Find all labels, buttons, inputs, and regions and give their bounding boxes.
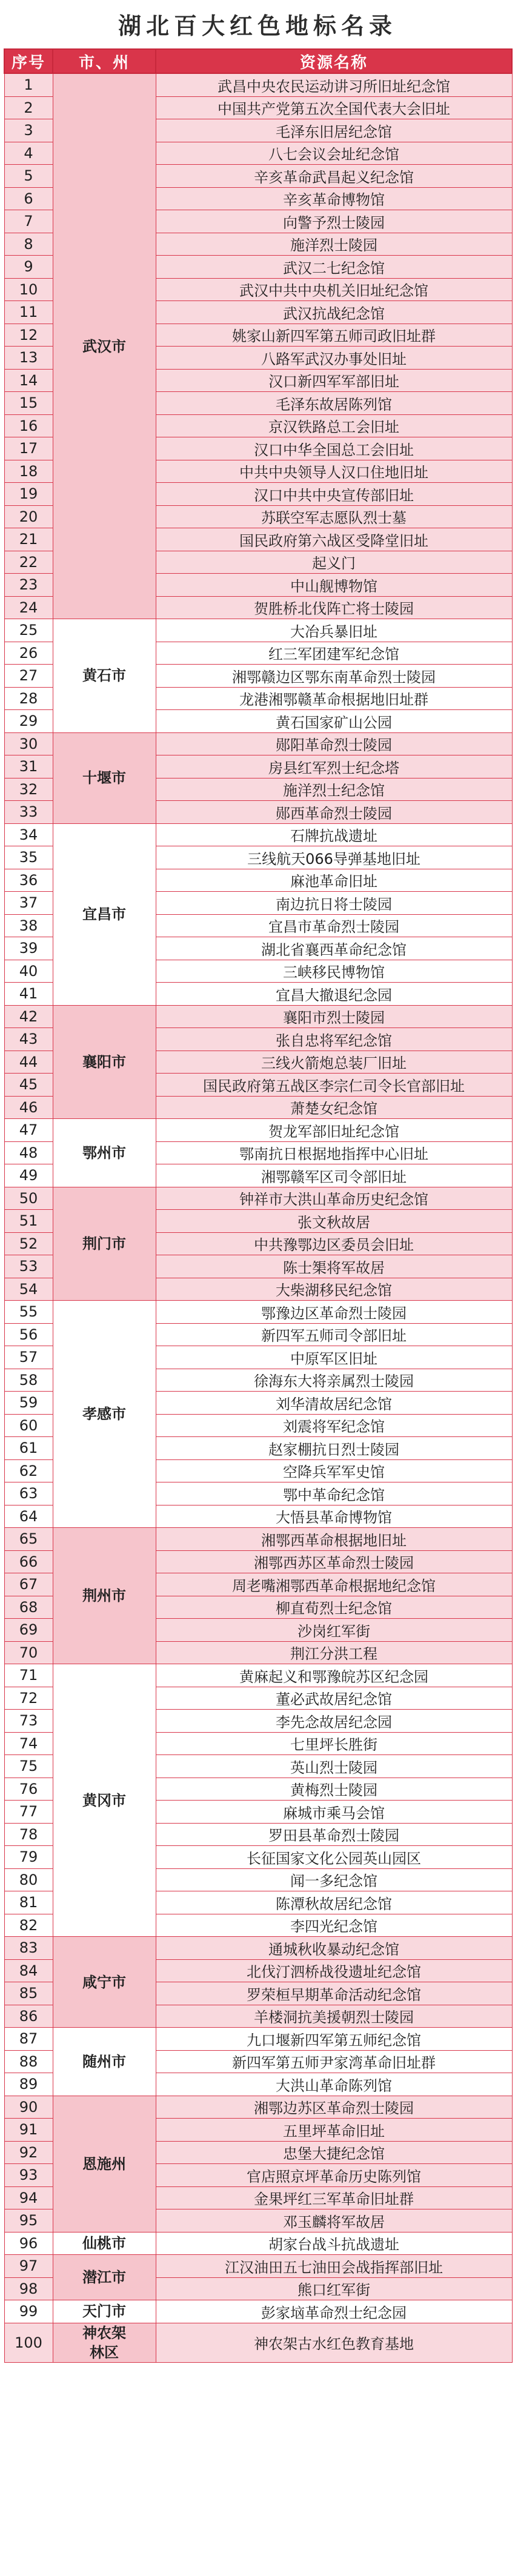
resource-name: 英山烈士陵园 <box>156 1755 512 1778</box>
resource-name: 施洋烈士陵园 <box>156 233 512 256</box>
table-header-row <box>4 49 512 73</box>
resource-name: 辛亥革命博物馆 <box>156 187 512 210</box>
table-row <box>4 1301 512 1324</box>
resource-name: 三线火箭炮总装厂旧址 <box>156 1051 512 1074</box>
resource-name: 张自忠将军纪念馆 <box>156 1028 512 1051</box>
resource-name: 郧阳革命烈士陵园 <box>156 732 512 755</box>
resource-name: 钟祥市大洪山革命历史纪念馆 <box>156 1187 512 1210</box>
resource-name: 五里坪革命旧址 <box>156 2119 512 2142</box>
resource-name: 汉口中共中央宣传部旧址 <box>156 483 512 506</box>
resource-name: 国民政府第六战区受降堂旧址 <box>156 528 512 551</box>
row-number: 42 <box>4 1005 53 1028</box>
resource-name: 南边抗日将士陵园 <box>156 892 512 915</box>
table-row <box>4 2096 512 2119</box>
resource-name: 三峡移民博物馆 <box>156 960 512 983</box>
row-number: 68 <box>4 1596 53 1619</box>
resource-name: 大洪山革命陈列馆 <box>156 2073 512 2096</box>
resource-name: 中国共产党第五次全国代表大会旧址 <box>156 96 512 119</box>
row-number: 47 <box>4 1119 53 1142</box>
table-row <box>4 2323 512 2362</box>
resource-name: 徐海东大将亲属烈士陵园 <box>156 1369 512 1392</box>
row-number: 97 <box>4 2255 53 2278</box>
header-number: 序号 <box>4 49 53 73</box>
row-number: 10 <box>4 278 53 301</box>
row-number: 11 <box>4 301 53 324</box>
city-label-line: 林区 <box>90 2343 119 2361</box>
row-number: 45 <box>4 1074 53 1097</box>
row-number: 7 <box>4 210 53 233</box>
resource-name: 神农架古水红色教育基地 <box>156 2323 512 2362</box>
row-number: 8 <box>4 233 53 256</box>
row-number: 40 <box>4 960 53 983</box>
row-number: 41 <box>4 983 53 1006</box>
row-number: 83 <box>4 1937 53 1960</box>
city-cell: 黄冈市 <box>53 1664 156 1937</box>
resource-name: 大冶兵暴旧址 <box>156 619 512 642</box>
row-number: 67 <box>4 1573 53 1596</box>
table-row <box>4 2232 512 2255</box>
row-number: 46 <box>4 1096 53 1119</box>
city-cell: 咸宁市 <box>53 1937 156 2028</box>
resource-name: 长征国家文化公园英山园区 <box>156 1846 512 1869</box>
table-row <box>4 1664 512 1687</box>
row-number: 27 <box>4 665 53 688</box>
resource-name: 八七会议会址纪念馆 <box>156 142 512 165</box>
table-row <box>4 73 512 96</box>
resource-name: 李先念故居纪念园 <box>156 1710 512 1733</box>
table-row <box>4 732 512 755</box>
row-number: 86 <box>4 2005 53 2028</box>
resource-name: 苏联空军志愿队烈士墓 <box>156 505 512 528</box>
landmark-table <box>4 48 513 2363</box>
resource-name: 房县红军烈士纪念塔 <box>156 755 512 778</box>
resource-name: 麻城市乘马会馆 <box>156 1801 512 1824</box>
resource-name: 中原军区旧址 <box>156 1346 512 1369</box>
row-number: 81 <box>4 1891 53 1914</box>
resource-name: 武汉二七纪念馆 <box>156 256 512 279</box>
resource-name: 彭家垴革命烈士纪念园 <box>156 2300 512 2323</box>
row-number: 63 <box>4 1482 53 1505</box>
row-number: 1 <box>4 73 53 96</box>
resource-name: 红三军团建军纪念馆 <box>156 642 512 665</box>
resource-name: 陈士榘将军故居 <box>156 1255 512 1278</box>
row-number: 26 <box>4 642 53 665</box>
resource-name: 湘鄂西革命根据地旧址 <box>156 1528 512 1551</box>
resource-name: 湘鄂西苏区革命烈士陵园 <box>156 1550 512 1573</box>
resource-name: 姚家山新四军第五师司政旧址群 <box>156 324 512 347</box>
resource-name: 襄阳市烈士陵园 <box>156 1005 512 1028</box>
resource-name: 黄梅烈士陵园 <box>156 1778 512 1801</box>
resource-name: 龙港湘鄂赣革命根据地旧址群 <box>156 687 512 710</box>
resource-name: 贺龙军部旧址纪念馆 <box>156 1119 512 1142</box>
row-number: 58 <box>4 1369 53 1392</box>
resource-name: 鄂南抗日根据地指挥中心旧址 <box>156 1141 512 1164</box>
row-number: 13 <box>4 347 53 370</box>
resource-name: 三线航天066导弹基地旧址 <box>156 846 512 869</box>
row-number: 84 <box>4 1959 53 1982</box>
resource-name: 空降兵军军史馆 <box>156 1459 512 1482</box>
row-number: 9 <box>4 256 53 279</box>
resource-name: 熊口红军街 <box>156 2277 512 2300</box>
row-number: 39 <box>4 937 53 960</box>
row-number: 21 <box>4 528 53 551</box>
city-cell: 荆州市 <box>53 1528 156 1664</box>
resource-name: 武昌中央农民运动讲习所旧址纪念馆 <box>156 73 512 96</box>
row-number: 64 <box>4 1505 53 1528</box>
resource-name: 汉口新四军军部旧址 <box>156 369 512 392</box>
row-number: 32 <box>4 778 53 801</box>
row-number: 89 <box>4 2073 53 2096</box>
row-number: 59 <box>4 1392 53 1415</box>
resource-name: 赵家棚抗日烈士陵园 <box>156 1437 512 1460</box>
row-number: 66 <box>4 1550 53 1573</box>
resource-name: 黄麻起义和鄂豫皖苏区纪念园 <box>156 1664 512 1687</box>
resource-name: 辛亥革命武昌起义纪念馆 <box>156 165 512 188</box>
resource-name: 汉口中华全国总工会旧址 <box>156 437 512 460</box>
resource-name: 官店照京坪革命历史陈列馆 <box>156 2164 512 2187</box>
resource-name: 鄂豫边区革命烈士陵园 <box>156 1301 512 1324</box>
row-number: 54 <box>4 1278 53 1301</box>
row-number: 23 <box>4 574 53 597</box>
city-cell: 宜昌市 <box>53 823 156 1005</box>
resource-name: 湘鄂边苏区革命烈士陵园 <box>156 2096 512 2119</box>
row-number: 33 <box>4 801 53 824</box>
resource-name: 江汉油田五七油田会战指挥部旧址 <box>156 2255 512 2278</box>
row-number: 53 <box>4 1255 53 1278</box>
resource-name: 大悟县革命博物馆 <box>156 1505 512 1528</box>
row-number: 87 <box>4 2028 53 2051</box>
row-number: 100 <box>4 2323 53 2362</box>
city-cell: 黄石市 <box>53 619 156 733</box>
row-number: 19 <box>4 483 53 506</box>
row-number: 49 <box>4 1164 53 1187</box>
row-number: 90 <box>4 2096 53 2119</box>
city-cell: 武汉市 <box>53 73 156 619</box>
row-number: 37 <box>4 892 53 915</box>
resource-name: 刘震将军纪念馆 <box>156 1414 512 1437</box>
row-number: 14 <box>4 369 53 392</box>
row-number: 85 <box>4 1982 53 2005</box>
resource-name: 中共豫鄂边区委员会旧址 <box>156 1232 512 1255</box>
resource-name: 起义门 <box>156 551 512 574</box>
header-city: 市、州 <box>53 49 156 73</box>
row-number: 17 <box>4 437 53 460</box>
row-number: 20 <box>4 505 53 528</box>
city-cell <box>53 2323 156 2362</box>
row-number: 36 <box>4 869 53 892</box>
row-number: 18 <box>4 460 53 483</box>
resource-name: 新四军五师司令部旧址 <box>156 1323 512 1346</box>
row-number: 88 <box>4 2050 53 2073</box>
resource-name: 中山舰博物馆 <box>156 574 512 597</box>
row-number: 69 <box>4 1619 53 1642</box>
resource-name: 石牌抗战遗址 <box>156 823 512 846</box>
table-row <box>4 2028 512 2051</box>
row-number: 60 <box>4 1414 53 1437</box>
row-number: 57 <box>4 1346 53 1369</box>
resource-name: 国民政府第五战区李宗仁司令长官部旧址 <box>156 1074 512 1097</box>
row-number: 72 <box>4 1687 53 1710</box>
resource-name: 麻池革命旧址 <box>156 869 512 892</box>
row-number: 74 <box>4 1732 53 1755</box>
city-cell: 鄂州市 <box>53 1119 156 1187</box>
resource-name: 毛泽东旧居纪念馆 <box>156 119 512 142</box>
row-number: 30 <box>4 732 53 755</box>
row-number: 3 <box>4 119 53 142</box>
resource-name: 萧楚女纪念馆 <box>156 1096 512 1119</box>
row-number: 15 <box>4 392 53 415</box>
resource-name: 邓玉麟将军故居 <box>156 2209 512 2232</box>
row-number: 96 <box>4 2232 53 2255</box>
resource-name: 八路军武汉办事处旧址 <box>156 347 512 370</box>
resource-name: 周老嘴湘鄂西革命根据地纪念馆 <box>156 1573 512 1596</box>
row-number: 25 <box>4 619 53 642</box>
row-number: 62 <box>4 1459 53 1482</box>
row-number: 16 <box>4 414 53 437</box>
resource-name: 胡家台战斗抗战遗址 <box>156 2232 512 2255</box>
table-body <box>4 73 512 2362</box>
resource-name: 宜昌市革命烈士陵园 <box>156 914 512 937</box>
row-number: 5 <box>4 165 53 188</box>
table-row <box>4 1937 512 1960</box>
row-number: 12 <box>4 324 53 347</box>
row-number: 99 <box>4 2300 53 2323</box>
table-row <box>4 1005 512 1028</box>
row-number: 38 <box>4 914 53 937</box>
row-number: 71 <box>4 1664 53 1687</box>
resource-name: 湘鄂赣军区司令部旧址 <box>156 1164 512 1187</box>
row-number: 94 <box>4 2186 53 2209</box>
resource-name: 中共中央领导人汉口住地旧址 <box>156 460 512 483</box>
resource-name: 大柴湖移民纪念馆 <box>156 1278 512 1301</box>
page-title: 湖北百大红色地标名录 <box>118 12 397 39</box>
city-cell: 天门市 <box>53 2300 156 2323</box>
resource-name: 罗田县革命烈士陵园 <box>156 1823 512 1846</box>
city-cell: 孝感市 <box>53 1301 156 1528</box>
resource-name: 向警予烈士陵园 <box>156 210 512 233</box>
row-number: 4 <box>4 142 53 165</box>
resource-name: 武汉中共中央机关旧址纪念馆 <box>156 278 512 301</box>
city-cell: 襄阳市 <box>53 1005 156 1119</box>
row-number: 77 <box>4 1801 53 1824</box>
table-row <box>4 1187 512 1210</box>
row-number: 80 <box>4 1868 53 1891</box>
row-number: 78 <box>4 1823 53 1846</box>
resource-name: 金果坪红三军革命旧址群 <box>156 2186 512 2209</box>
resource-name: 陈潭秋故居纪念馆 <box>156 1891 512 1914</box>
row-number: 44 <box>4 1051 53 1074</box>
row-number: 34 <box>4 823 53 846</box>
row-number: 73 <box>4 1710 53 1733</box>
table-row <box>4 2300 512 2323</box>
city-cell: 潜江市 <box>53 2255 156 2300</box>
resource-name: 黄石国家矿山公园 <box>156 710 512 733</box>
resource-name: 张文秋故居 <box>156 1210 512 1233</box>
resource-name: 通城秋收暴动纪念馆 <box>156 1937 512 1960</box>
resource-name: 荆江分洪工程 <box>156 1641 512 1664</box>
row-number: 76 <box>4 1778 53 1801</box>
resource-name: 李四光纪念馆 <box>156 1914 512 1937</box>
row-number: 35 <box>4 846 53 869</box>
row-number: 29 <box>4 710 53 733</box>
resource-name: 施洋烈士纪念馆 <box>156 778 512 801</box>
table-row <box>4 1528 512 1551</box>
row-number: 50 <box>4 1187 53 1210</box>
header-resource: 资源名称 <box>156 49 512 73</box>
resource-name: 刘华清故居纪念馆 <box>156 1392 512 1415</box>
resource-name: 罗荣桓早期革命活动纪念馆 <box>156 1982 512 2005</box>
resource-name: 新四军第五师尹家湾革命旧址群 <box>156 2050 512 2073</box>
row-number: 6 <box>4 187 53 210</box>
resource-name: 董必武故居纪念馆 <box>156 1687 512 1710</box>
row-number: 56 <box>4 1323 53 1346</box>
resource-name: 毛泽东故居陈列馆 <box>156 392 512 415</box>
row-number: 61 <box>4 1437 53 1460</box>
row-number: 2 <box>4 96 53 119</box>
row-number: 95 <box>4 2209 53 2232</box>
row-number: 52 <box>4 1232 53 1255</box>
row-number: 51 <box>4 1210 53 1233</box>
row-number: 65 <box>4 1528 53 1551</box>
city-cell: 仙桃市 <box>53 2232 156 2255</box>
row-number: 98 <box>4 2277 53 2300</box>
resource-name: 湘鄂赣边区鄂东南革命烈士陵园 <box>156 665 512 688</box>
row-number: 75 <box>4 1755 53 1778</box>
resource-name: 羊楼洞抗美援朝烈士陵园 <box>156 2005 512 2028</box>
row-number: 92 <box>4 2141 53 2164</box>
table-row <box>4 619 512 642</box>
city-label-line: 神农架 <box>82 2324 126 2342</box>
row-number: 93 <box>4 2164 53 2187</box>
resource-name: 湖北省襄西革命纪念馆 <box>156 937 512 960</box>
table-row <box>4 823 512 846</box>
resource-name: 沙岗红军街 <box>156 1619 512 1642</box>
row-number: 48 <box>4 1141 53 1164</box>
row-number: 43 <box>4 1028 53 1051</box>
row-number: 91 <box>4 2119 53 2142</box>
resource-name: 七里坪长胜街 <box>156 1732 512 1755</box>
resource-name: 鄂中革命纪念馆 <box>156 1482 512 1505</box>
resource-name: 九口堰新四军第五师纪念馆 <box>156 2028 512 2051</box>
resource-name: 柳直荀烈士纪念馆 <box>156 1596 512 1619</box>
row-number: 28 <box>4 687 53 710</box>
city-cell: 恩施州 <box>53 2096 156 2232</box>
resource-name: 郧西革命烈士陵园 <box>156 801 512 824</box>
resource-name: 宜昌大撤退纪念园 <box>156 983 512 1006</box>
row-number: 82 <box>4 1914 53 1937</box>
resource-name: 贺胜桥北伐阵亡将士陵园 <box>156 596 512 619</box>
table-row <box>4 2255 512 2278</box>
resource-name: 忠堡大捷纪念馆 <box>156 2141 512 2164</box>
city-cell: 荆门市 <box>53 1187 156 1301</box>
table-row <box>4 1119 512 1142</box>
resource-name: 闻一多纪念馆 <box>156 1868 512 1891</box>
resource-name: 北伐汀泗桥战役遗址纪念馆 <box>156 1959 512 1982</box>
row-number: 31 <box>4 755 53 778</box>
row-number: 55 <box>4 1301 53 1324</box>
city-cell: 十堰市 <box>53 732 156 823</box>
row-number: 79 <box>4 1846 53 1869</box>
city-cell: 随州市 <box>53 2028 156 2096</box>
row-number: 70 <box>4 1641 53 1664</box>
row-number: 24 <box>4 596 53 619</box>
row-number: 22 <box>4 551 53 574</box>
resource-name: 武汉抗战纪念馆 <box>156 301 512 324</box>
resource-name: 京汉铁路总工会旧址 <box>156 414 512 437</box>
